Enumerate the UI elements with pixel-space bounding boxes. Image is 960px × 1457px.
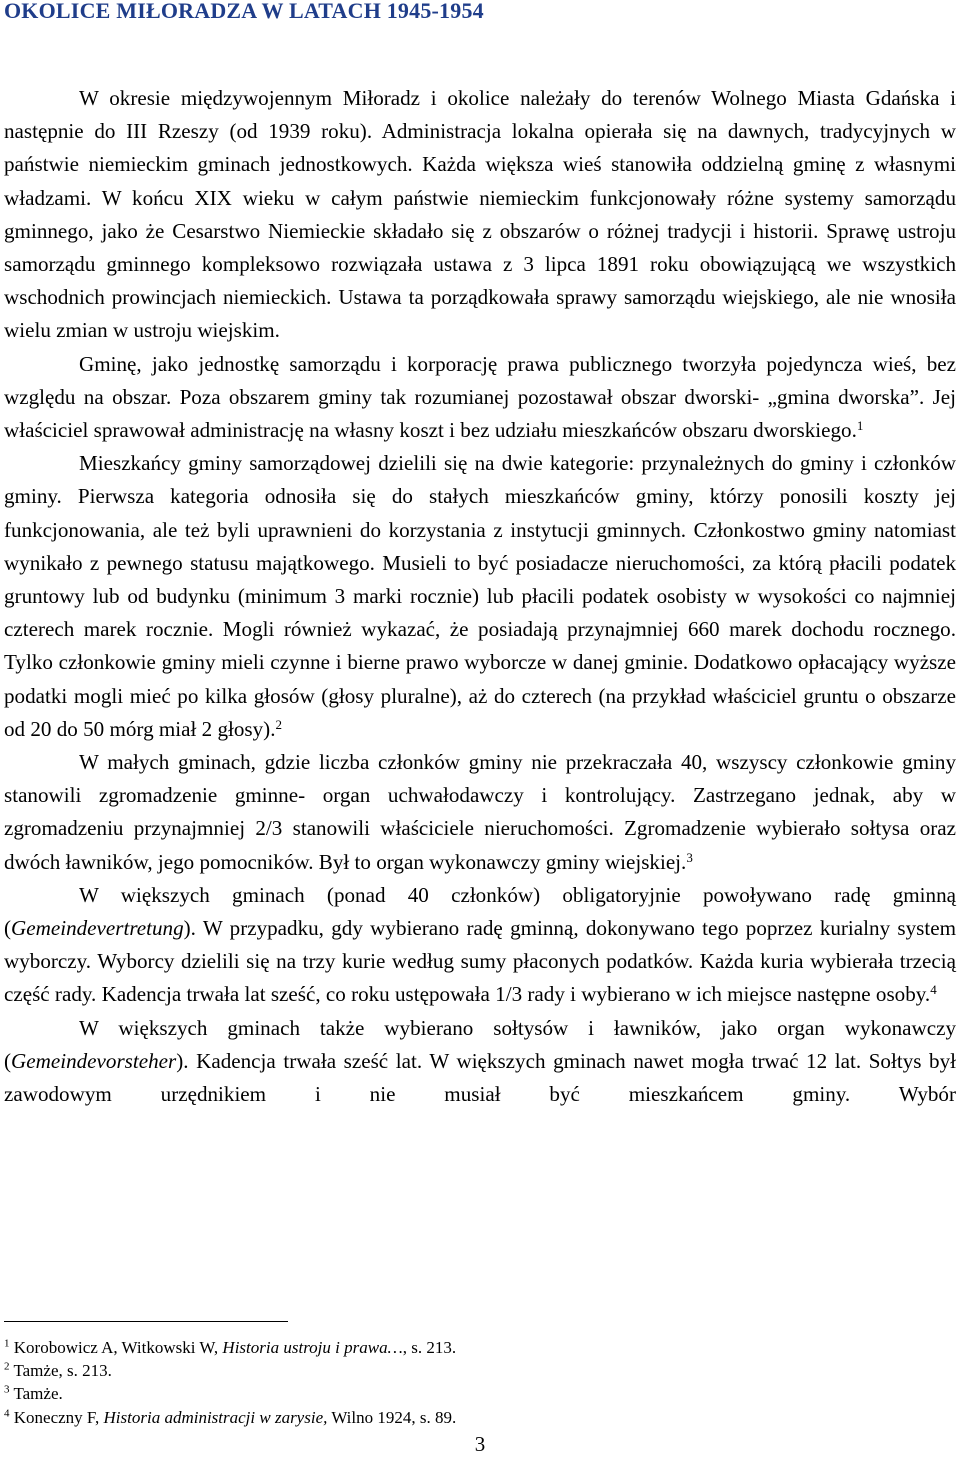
footnote-ref: 4 [930,982,937,998]
footnote-ref: 3 [4,1383,10,1396]
italic-term: Historia administracji w zarysie, [103,1407,328,1427]
paragraph [4,746,956,879]
footnote [4,1336,954,1359]
text-run: ). W przypadku, gdy wybierano radę gminną, dokonywano tego poprzez kurialny system wyborczy. Wyborcy dzielili się na trzy kurie według sumy płaconych podatków. Każda kuria wybierała trzecią część rady. Kadencja trwała lat sześć, co roku ustępowała 1/3 rady i wybierano w ich miejsce następne osoby. [4,916,956,1007]
footnote-ref: 3 [686,849,693,865]
text-run: Gminę, jako jednostkę samorządu i korporację prawa publicznego tworzyła pojedyncza wieś, bez względu na obszar. Poza obszarem gminy tak rozumianej pozostawał obszar dworski- „gmina dworska”. Jej właściciel sprawował administrację na własny koszt i bez udziału mieszkańców obszaru dworskiego. [4,351,956,443]
text-run: Korobowicz A, Witkowski W, [9,1338,223,1357]
text-run: W okresie międzywojennym Miłoradz i okolice należały do terenów Wolnego Miasta Gdańska i następnie do III Rzeszy (od 1939 roku). Administracja lokalna opierała się na dawnych, tradycyjnych w państwie niemieckim gminach jednostkowych. Każda większa wieś stanowiła oddzielną gminę z własnymi władzami. W końcu XIX wieku w całym państwie niemieckim funkcjonowały różne systemy samorządu gminnego, jako że Cesarstwo Niemieckie składało się z obszarów o różnej tradycji i historii. Sprawę ustroju samorządu gminnego kompleksowo rozwiązała ustawa z 3 lipca 1891 roku obowiązującą we wszystkich wschodnich prowincjach niemieckich. Ustawa ta porządkowała sprawy samorządu wiejskiego, ale nie wnosiła wielu zmian w ustroju wiejskim. [4,86,956,343]
text-run: Wilno 1924, s. 89. [327,1407,457,1427]
footnote-ref: 1 [856,417,864,433]
text-run: , s. 213. [402,1338,457,1357]
footnote-ref: 2 [4,1360,10,1373]
page-title: OKOLICE MIŁORADZA W LATACH 1945-1954 [4,0,484,23]
text-run: W większych gminach (ponad 40 członków) obligatoryjnie powoływano radę gminną ( [4,882,956,941]
text-run: W większych gminach także wybierano sołtysów i ławników, jako organ wykonawczy ( [4,1015,956,1073]
paragraph [4,879,956,1012]
text-run: ). Kadencja trwała sześć lat. W większych gminach nawet mogła trwać 12 lat. Sołtys był zawodowym urzędnikiem i nie musiał być mieszkańcem gminy. Wybór [4,1048,956,1107]
footnote-separator [4,1321,288,1322]
paragraph [4,447,956,746]
footnote [4,1382,954,1405]
text-run: Tamże. [9,1384,63,1404]
paragraph [4,348,956,448]
footnote-ref: 1 [4,1337,10,1350]
paragraph [4,1012,956,1112]
text-run: W małych gminach, gdzie liczba członków gminy nie przekraczała 40, wszyscy członkowie gminy stanowili zgromadzenie gminne- organ uchwałodawczy i kontrolujący. Zastrzegano jednak, aby w zgromadzeniu przynajmniej 2/3 stanowili właściciele nieruchomości. Zgromadzenie wybierało sołtysa oraz dwóch ławników, jego pomocników. Był to organ wykonawczy gminy wiejskiej. [4,750,956,874]
footnotes [4,1336,954,1429]
italic-term: Gemeindevorsteher [11,1048,177,1073]
page-number: 3 [474,1432,486,1456]
footnote-ref: 4 [4,1407,10,1420]
italic-term: Gemeindevertretung [11,916,184,941]
text-run: Tamże, s. 213. [9,1361,112,1381]
text-run: Koneczny F, [9,1407,104,1427]
footnote-ref: 2 [275,716,282,732]
document-body [4,82,956,1111]
footnote [4,1359,954,1382]
text-run: Mieszkańcy gminy samorządowej dzielili się na dwie kategorie: przynależnych do gminy i członków gminy. Pierwsza kategoria odnosiła się do stałych mieszkańców gminy, którzy ponosili koszty jej funkcjonowania, ale też byli uprawnieni do korzystania z instytucji gminnych. Członkostwo gminy natomiast wynikało z pewnego statusu majątkowego. Musieli to być posiadacze nieruchomości, za którą płacili podatek gruntowy lub od budynku (minimum 3 marki rocznie) lub płacili podatek osobisty w wysokości co najmniej czterech marek rocznie. Mogli również wykazać, że posiadają przynajmniej 660 marek dochodu rocznego. Tylko członkowie gminy mieli czynne i bierne prawo wyborcze w danej gminie. Dodatkowo opłacający wyższe podatki mogli mieć po kilka głosów (głosy pluralne), aż do czterech (na przykład właściciel gruntu o obszarze od 20 do 50 mórg miał 2 głosy). [4,451,956,741]
paragraph [4,82,956,348]
footnote [4,1406,954,1429]
italic-term: Historia ustroju i prawa… [222,1338,403,1357]
